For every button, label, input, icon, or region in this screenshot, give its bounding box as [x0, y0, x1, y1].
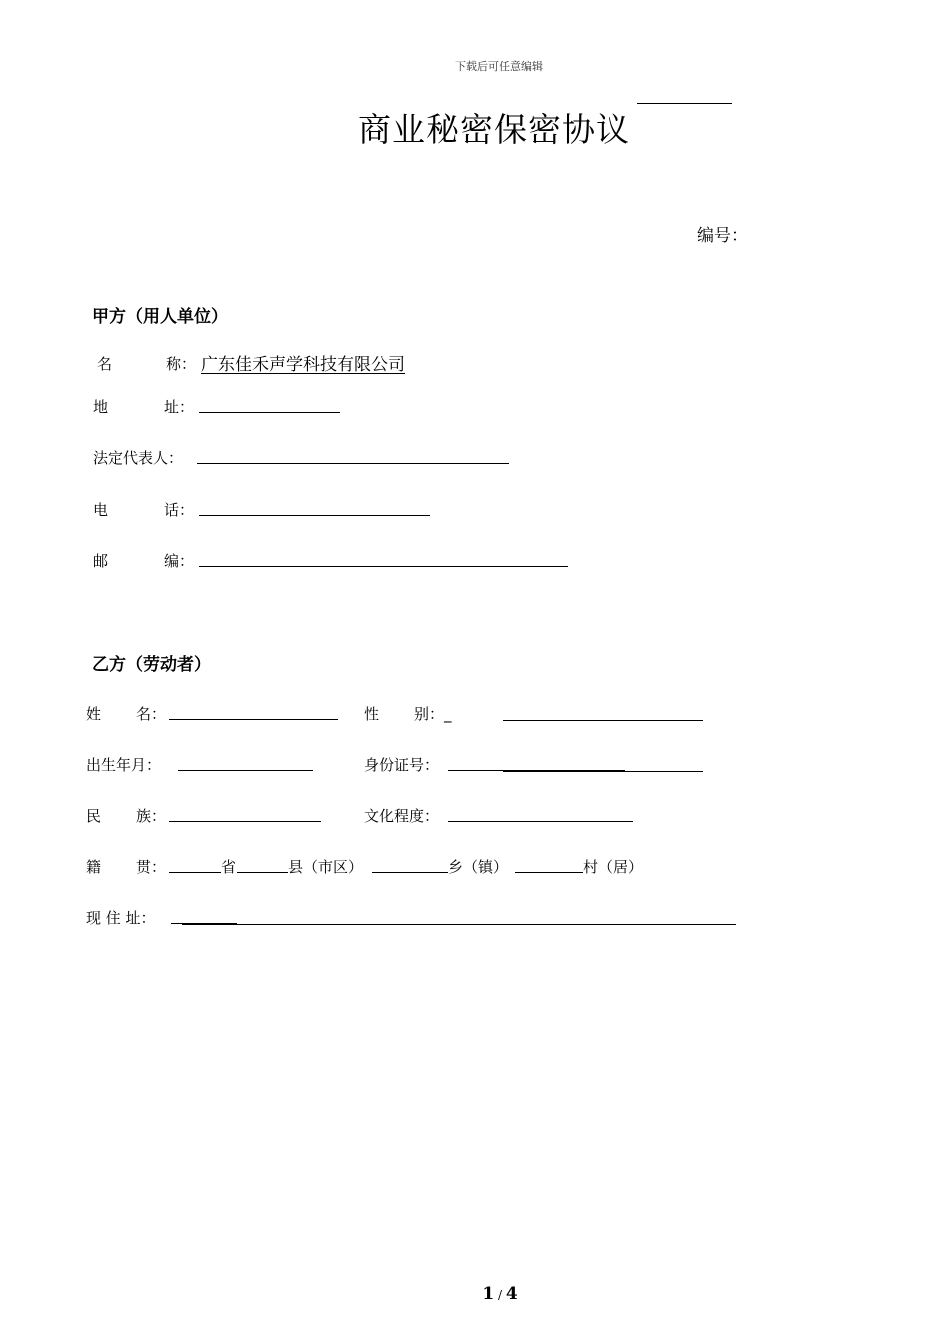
page-current: 1 [482, 1284, 495, 1304]
party-b-name-label-1: 姓 [86, 705, 102, 723]
province-label: 省 [221, 858, 237, 876]
phone-field[interactable] [199, 515, 430, 516]
party-a-phone-label-1: 电 [93, 501, 109, 519]
birth-field[interactable] [178, 770, 313, 771]
township-label: 乡（镇） [448, 858, 509, 876]
county-label: 县（市区） [288, 858, 364, 876]
postcode-field[interactable] [199, 566, 568, 567]
residence-field[interactable] [182, 924, 736, 925]
page-separator: / [494, 1288, 506, 1302]
party-a-phone-label-2: 话： [164, 501, 195, 519]
party-a-postcode-label-1: 邮 [93, 552, 109, 570]
title-underline [637, 103, 732, 104]
gender-field[interactable] [503, 720, 703, 721]
legal-rep-label: 法定代表人： [93, 449, 184, 467]
party-b-name-label-2: 名： [136, 705, 167, 723]
legal-rep-field[interactable] [197, 463, 509, 464]
education-field[interactable] [448, 821, 633, 822]
party-a-address-label-2: 址： [164, 398, 195, 416]
party-a-name-label-1: 名 [97, 355, 113, 373]
id-number-field-overlay [503, 771, 703, 772]
document-title: 商业秘密保密协议 [358, 110, 630, 149]
origin-label-1: 籍 [86, 858, 102, 876]
gender-label-1: 性 [364, 705, 380, 723]
party-a-address-label-1: 地 [93, 398, 109, 416]
header-note: 下载后可任意编辑 [455, 60, 543, 73]
page-total: 4 [505, 1284, 518, 1304]
party-a-postcode-label-2: 编： [164, 552, 195, 570]
residence-label: 现 住 址： [86, 909, 156, 927]
village-label: 村（居） [583, 858, 644, 876]
page-number [0, 1284, 950, 1304]
company-name: 广东佳禾声学科技有限公司 [201, 355, 405, 375]
ethnic-label-2: 族： [136, 807, 167, 825]
county-field[interactable] [237, 872, 288, 873]
birth-label: 出生年月： [86, 756, 162, 774]
number-label: 编号： [697, 226, 748, 246]
gender-label-2: 别：_ [414, 705, 452, 723]
village-field[interactable] [515, 872, 583, 873]
party-a-name-label-2: 称： [166, 355, 197, 373]
address-field[interactable] [199, 412, 340, 413]
origin-label-2: 贯： [136, 858, 167, 876]
education-label: 文化程度： [364, 807, 440, 825]
party-a-heading: 甲方（用人单位） [92, 307, 228, 327]
township-field[interactable] [372, 872, 448, 873]
ethnic-label-1: 民 [86, 807, 102, 825]
party-b-heading: 乙方（劳动者） [92, 655, 211, 675]
id-number-label: 身份证号： [364, 756, 440, 774]
employee-name-field[interactable] [169, 719, 338, 720]
province-field[interactable] [169, 872, 221, 873]
ethnic-field[interactable] [169, 821, 321, 822]
